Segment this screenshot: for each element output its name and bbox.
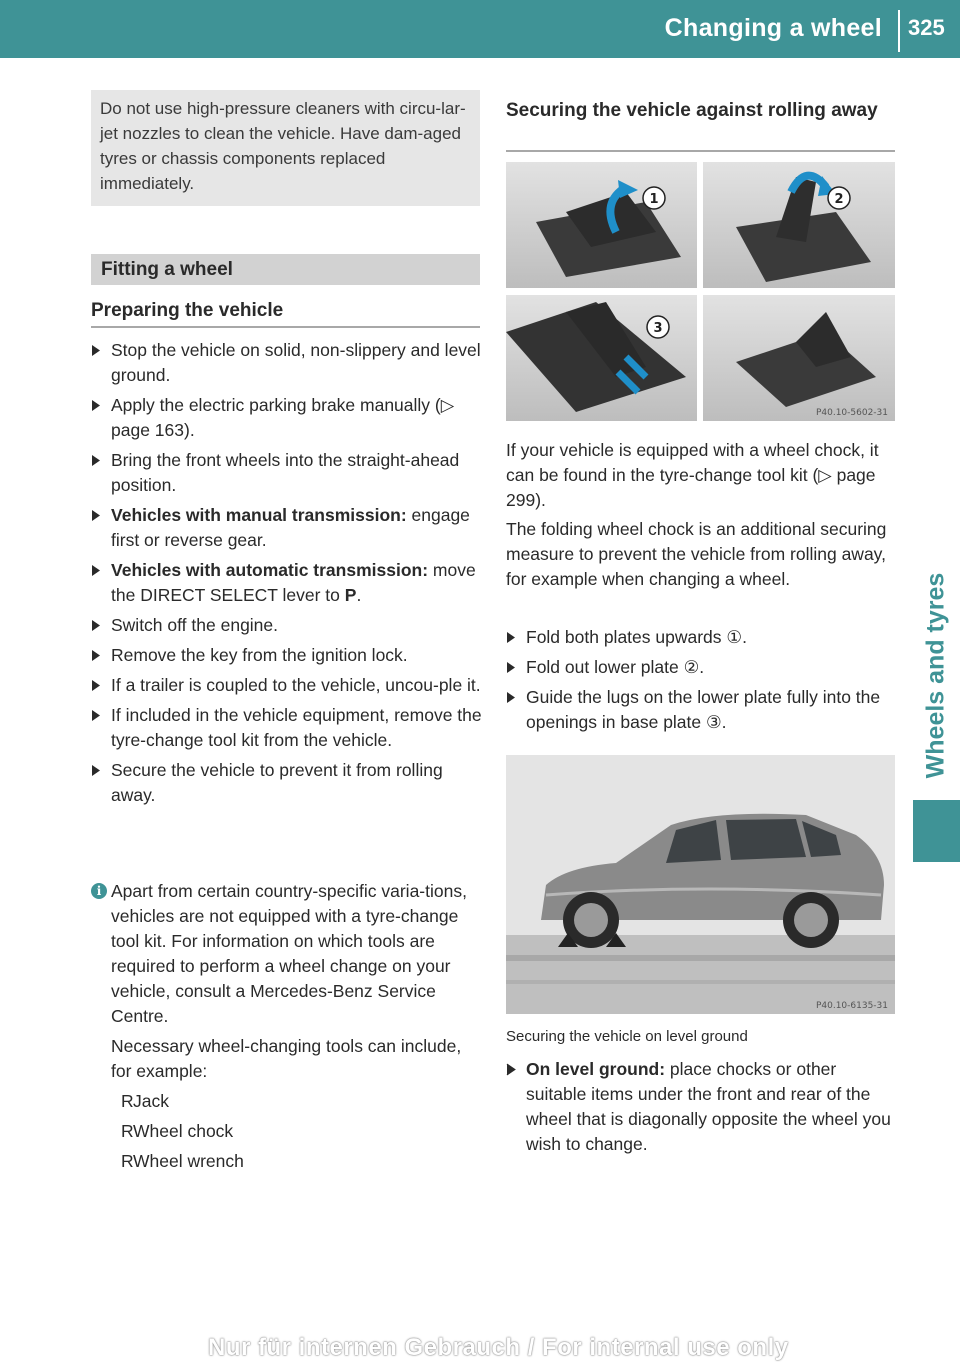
final-step-bold: On level ground: [526, 1059, 666, 1079]
step-text: engage first or reverse gear. [111, 505, 470, 550]
step-tail-bold: P [344, 585, 357, 605]
arrow-marker-icon [91, 764, 101, 777]
list-item [91, 448, 483, 498]
figure2-ref: P40.10-6135-31 [815, 1001, 888, 1011]
chock-paragraph-2: The folding wheel chock is an additional securing measure to prevent the vehicle from rolling away, for example when changing a wheel. [506, 519, 887, 589]
info-icon: i [91, 883, 107, 899]
tool-list [91, 1089, 483, 1174]
internal-use-watermark: Nur für internen Gebrauch / For internal use only [208, 1334, 789, 1361]
step-bold-label: Vehicles with manual transmission: [111, 505, 407, 525]
list-item [91, 558, 483, 608]
step-text: Apply the electric parking brake manually (▷ page 163). [111, 395, 455, 440]
arrow-marker-icon [91, 564, 101, 577]
step-tail: . [356, 585, 362, 605]
wheel-chock-illustration [506, 162, 895, 421]
arrow-marker-icon [506, 661, 516, 674]
step-text: Fold both plates upwards ①. [526, 627, 747, 647]
tool-item-label: Wheel wrench [133, 1151, 244, 1171]
list-item [91, 393, 483, 443]
arrow-marker-icon [91, 679, 101, 692]
subheading-securing: Securing the vehicle against rolling away [506, 100, 878, 121]
car-level-ground-figure [506, 755, 895, 1014]
subheading-rule [91, 326, 480, 328]
arrow-marker-icon [91, 399, 101, 412]
page-number: 325 [908, 15, 945, 40]
list-item [91, 503, 483, 553]
side-tab-text: Wheels and tyres [921, 572, 950, 778]
step-text: If included in the vehicle equipment, remove the tyre-change tool kit from the vehicle. [111, 705, 482, 750]
arrow-marker-icon [91, 509, 101, 522]
arrow-marker-icon [91, 649, 101, 662]
list-item [91, 643, 483, 668]
figure-caption: Securing the vehicle on level ground [506, 1028, 748, 1045]
arrow-marker-icon [506, 1063, 516, 1076]
arrow-marker-icon [506, 631, 516, 644]
list-item: RWheel wrench [121, 1151, 244, 1171]
step-text: Bring the front wheels into the straight-ahead position. [111, 450, 460, 495]
chock-paragraph-1: If your vehicle is equipped with a wheel chock, it can be found in the tyre-change tool kit (▷ page 299). [506, 440, 879, 510]
step-text: Switch off the engine. [111, 615, 279, 635]
section-title: Fitting a wheel [91, 254, 480, 285]
list-item [91, 673, 483, 698]
info-paragraph-2: Necessary wheel-changing tools can include, for example: [111, 1036, 462, 1081]
list-item [506, 625, 898, 650]
car-illustration [506, 755, 895, 1014]
arrow-marker-icon [91, 709, 101, 722]
figure1-ref: P40.10-5602-31 [815, 408, 888, 418]
info-note [91, 879, 483, 1179]
arrow-marker-icon [91, 344, 101, 357]
side-tab-marker [913, 800, 960, 862]
step-text: move the DIRECT SELECT lever to [111, 560, 476, 605]
list-item [91, 758, 483, 808]
arrow-marker-icon [91, 619, 101, 632]
step-text: Secure the vehicle to prevent it from rolling away. [111, 760, 443, 805]
wheel-chock-figure [506, 162, 895, 421]
step-text: Stop the vehicle on solid, non-slippery and level ground. [111, 340, 481, 385]
info-paragraph-1: Apart from certain country-specific varia-tions, vehicles are not equipped with a tyre-change tool kit. For information on which tools are required to perform a wheel change on your vehicle, consult a Mercedes-Benz Service Centre. [111, 881, 467, 1026]
list-item [506, 1057, 898, 1157]
page-header-title: Changing a wheel [664, 14, 882, 42]
tool-item-label: Wheel chock [133, 1121, 234, 1141]
header-divider [898, 10, 900, 52]
list-item: RJack [121, 1091, 169, 1111]
chock-step-list [506, 625, 898, 740]
list-item [506, 655, 898, 680]
step-text: If a trailer is coupled to the vehicle, uncou-ple it. [111, 675, 481, 695]
list-item [91, 703, 483, 753]
step-text: Guide the lugs on the lower plate fully into the openings in base plate ③. [526, 687, 881, 732]
list-item [91, 338, 483, 388]
list-item: RWheel chock [121, 1121, 234, 1141]
subheading-preparing: Preparing the vehicle [91, 300, 284, 321]
list-item [91, 613, 483, 638]
side-tab-label [916, 565, 956, 785]
arrow-marker-icon [506, 691, 516, 704]
svg-text:3: 3 [653, 321, 663, 336]
preparing-step-list [91, 338, 483, 813]
svg-text:2: 2 [834, 192, 844, 207]
step-text: Remove the key from the ignition lock. [111, 645, 408, 665]
final-step-text: place chocks or other suitable items under the front and rear of the wheel that is diagonally opposite the wheel you wish to change. [526, 1059, 891, 1154]
arrow-marker-icon [91, 454, 101, 467]
note-box: Do not use high-pressure cleaners with circu-lar-jet nozzles to clean the vehicle. Have dam-aged tyres or chassis components replaced immediately. [91, 90, 480, 206]
final-step-list [506, 1057, 898, 1162]
subheading-rule [506, 150, 895, 152]
step-text: Fold out lower plate ②. [526, 657, 705, 677]
step-bold-label: Vehicles with automatic transmission: [111, 560, 429, 580]
tool-item-label: Jack [133, 1091, 169, 1111]
list-item [506, 685, 898, 735]
svg-text:1: 1 [649, 192, 659, 207]
